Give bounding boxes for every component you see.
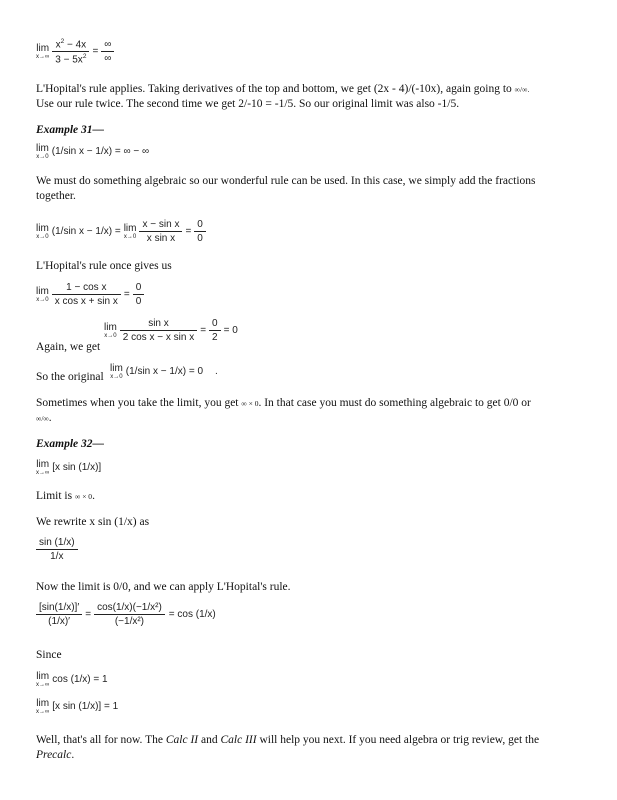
fraction-result: $\frac{\infty}{\infty}$ [101,39,114,64]
example-31-heading: Example 31— [36,124,105,136]
equation-original-limit: lim x→0 (1/sin x − 1/x) = 0 . [110,363,218,380]
equation-derivative-ratio: $\frac{[\sin(1/x)]'}{(1/x)'}$ = $\frac{\text{cos(1/x)(−1/x²)}}{\text{(−1/x²)}}$ = cos (1/x) [36,602,216,627]
paragraph-algebraic: We must do something algebraic so our wonderful rule can be used. In this case, we simply add the fractions together. [36,175,536,202]
precalc-title: Precalc [36,749,72,761]
paragraph-since: Since [36,649,62,661]
equation-limit-rational: lim x→∞ $\frac{x^2 - 4x}{3 - 5x^2}$ = $\frac{\infty}{\infty}$ [36,38,114,66]
equation-second-derivative: lim x→0 $\frac{\text{sin x}}{\text{2 cos x − x sin x}}$ = $\frac{0}{2}$ = 0 [104,318,238,343]
paragraph-again-we-get: Again, we get [36,341,101,353]
paragraph-lhopital-once: L'Hopital's rule once gives us [36,260,172,272]
paragraph-limit-is: Limit is ∞ × 0. [36,490,95,503]
equation-add-fractions: lim x→0 (1/sin x − 1/x) = lim x→0 $\frac{\text{x − sin x}}{\text{x sin x}}$ = $\frac{0}{0}$ [36,219,206,244]
equation-x-sin-limit: lim x→∞ [x sin (1/x)] [36,459,102,476]
limit-operator: lim x→∞ [36,43,50,61]
paragraph-now-the-limit: Now the limit is 0/0, and we can apply L'Hopital's rule. [36,581,291,593]
paragraph-so-the-original: So the original [36,371,104,383]
calc-iii-title: Calc III [220,734,257,746]
equation-cos-limit: lim x→∞ cos (1/x) = 1 [36,671,108,688]
paragraph-infinity-times-zero: Sometimes when you take the limit, you get ∞ × 0. In that case you must do something algebraic to get 0/0 or ∞/∞. [36,397,531,425]
example-32-heading: Example 32— [36,438,105,450]
equation-limit-difference: lim x→0 (1/sin x − 1/x) = ∞ − ∞ [36,143,150,160]
equation-first-derivative: lim x→0 $\frac{\text{1 − cos x}}{\text{x cos x + sin x}}$ = $\frac{0}{0}$ [36,282,144,307]
equation-final-limit: lim x→∞ [x sin (1/x)] = 1 [36,698,119,715]
calc-ii-title: Calc II [165,734,199,746]
paragraph-lhopital-applies: L'Hopital's rule applies. Taking derivatives of the top and bottom, we get (2x - 4)/(-10x), again going to ∞/∞. Use our rule twice. The second time we get 2/-10 = -1/5. So our original limit was also -1/5. [36,83,530,111]
fraction: $\frac{x^2 - 4x}{3 - 5x^2}$ [52,38,89,66]
paragraph-rewrite: We rewrite x sin (1/x) as [36,516,150,528]
equation-rewrite-fraction: $\frac{\sin (1/x)}{1/x}$ [36,537,78,562]
paragraph-closing: Well, that's all for now. The Calc II and Calc III will help you next. If you need algebra or trig review, get the Precalc. [36,734,540,761]
